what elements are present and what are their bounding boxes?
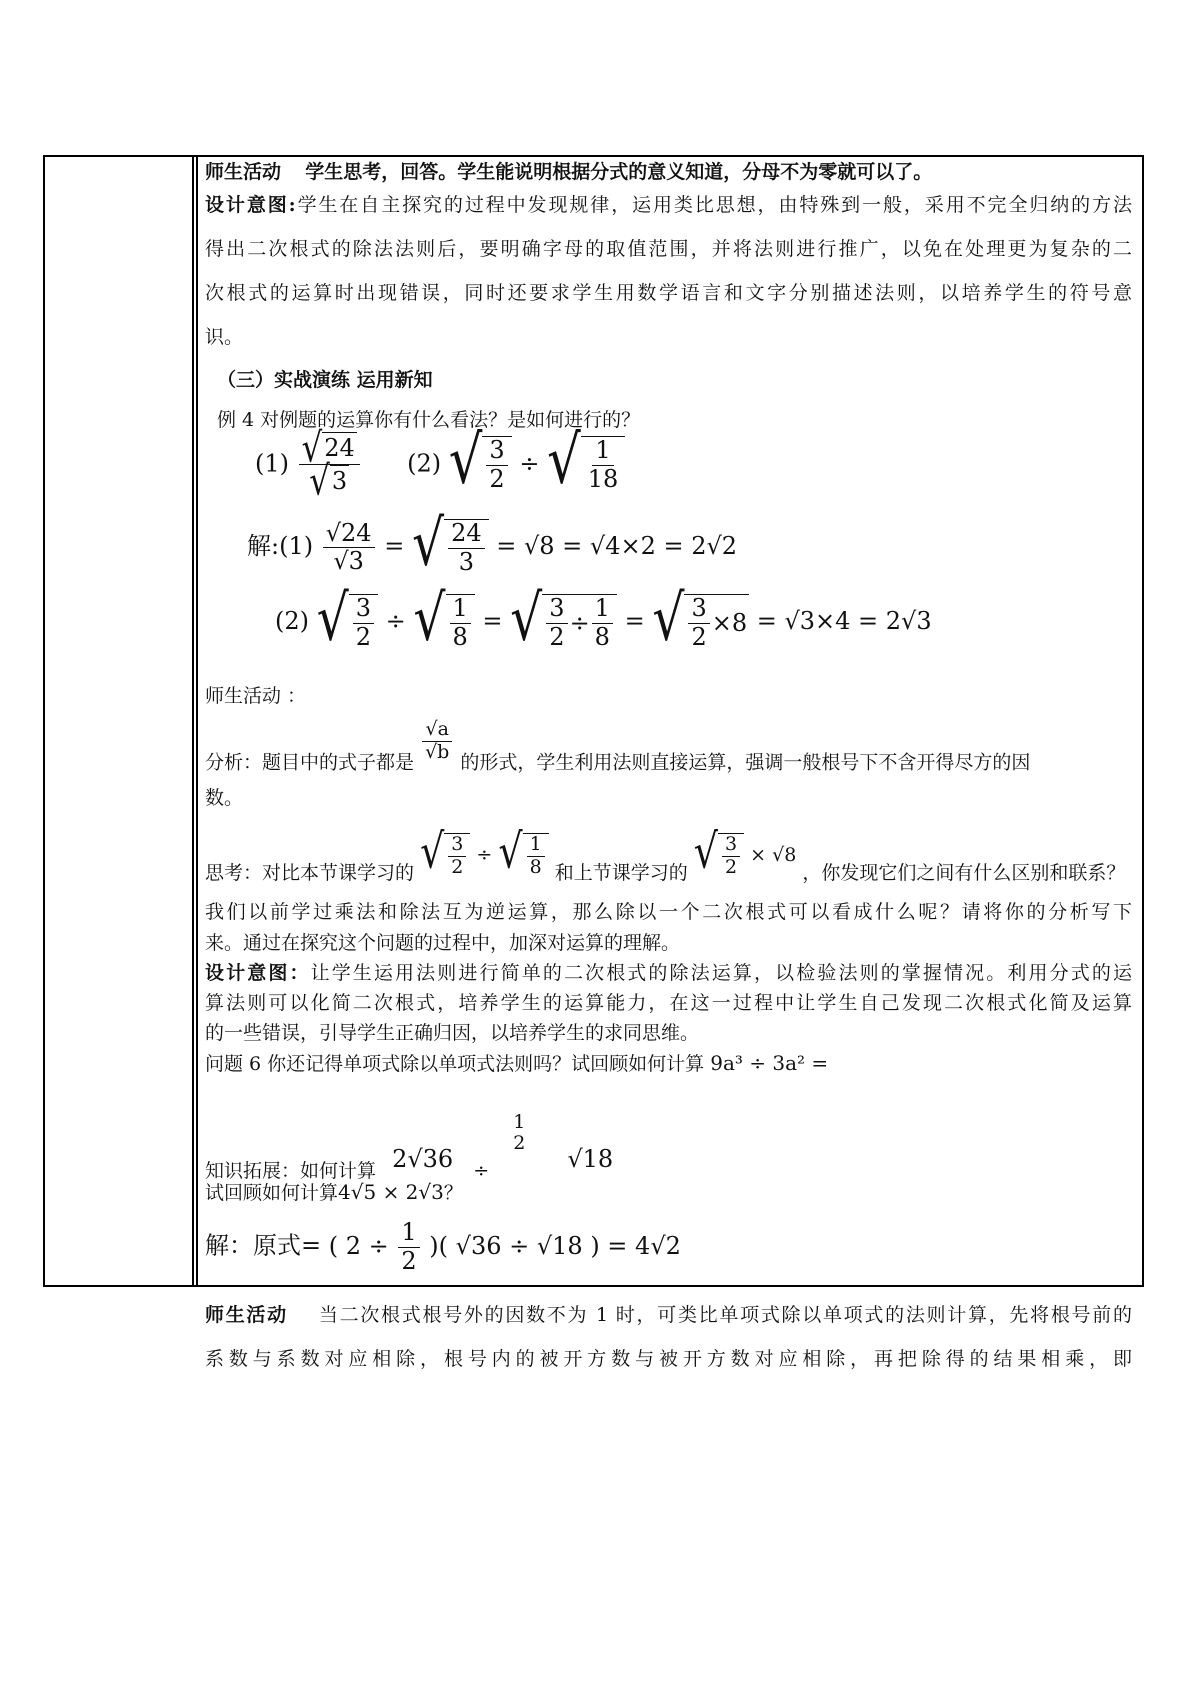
solution-1: 解:(1) $\frac{√24}{√3}$ = √ $\frac{24}{3}$ = √8 = √4×2 = 2√2: [247, 505, 738, 580]
analysis-pre: 分析：题目中的式子都是: [205, 751, 415, 774]
example-formulas: (1) √ 24 √ 3 (2) √ $\frac{3}{2}$ ÷ √ $\frac{1}{18}$: [255, 432, 625, 498]
extend-text: 知识拓展：如何计算: [205, 1159, 377, 1182]
recall-pre: 试回顾如何计算: [205, 1182, 339, 1204]
design-line: 的一些错误，引导学生正确归因，以培养学生的求同思维。: [205, 1022, 700, 1044]
design-line: 让学生运用法则进行简单的二次根式的除法运算，以检验法则的掌握情况。利用分式的运: [310, 962, 1132, 984]
analysis-post: 的形式，学生利用法则直接运算，强调一般根号下不含开得尽方的因: [460, 751, 1031, 774]
section-heading-text: （三）实战演练 运用新知: [217, 369, 433, 391]
paragraph-line: [205, 897, 1132, 924]
activity-2: 师生活动 ：: [205, 685, 307, 707]
activity-label: 师生活动: [205, 1304, 288, 1326]
paragraph-line: 我们以前学过乘法和除法互为逆运算，那么除以一个二次根式可以看成什么呢？请将你的分析写下: [205, 901, 1132, 923]
design-label: 设计意图：: [205, 962, 311, 984]
activity-text: 学生思考，回答。学生能说明根据分式的意义知道，分母不为零就可以了。: [305, 161, 933, 183]
item-number: (1): [279, 532, 314, 561]
item-number: (1): [255, 449, 289, 478]
design-line: [205, 278, 1132, 305]
design-line: 得出二次根式的除法法则后，要明确字母的取值范围，并将法则进行推广，以免在处理更为复杂的二: [205, 238, 1132, 260]
lesson-table: [43, 155, 1144, 1370]
solution-label: 解:: [247, 532, 280, 561]
analysis-line: 分析：题目中的式子都是 $\frac{√a}{√b}$ 的形式，学生利用法则直接运算，强调一般根号下不含开得尽方的因: [205, 718, 1031, 774]
numerator: 1: [592, 437, 613, 466]
design-line: 学生在自主探究的过程中发现规律，运用类比思想，由特殊到一般，采用不完全归纳的方法: [295, 194, 1132, 216]
design-intent-1: [205, 190, 1132, 217]
activity-line: [205, 1344, 1132, 1371]
denominator: 18: [587, 464, 619, 493]
paragraph-line: 来。通过在探究这个问题的过程中，加深对运算的理解。: [205, 932, 681, 954]
design-label: 设计意图:: [205, 194, 296, 216]
item-number: (2): [407, 449, 442, 478]
solution-label: 解：原式=: [205, 1231, 322, 1260]
question-6: 问题 6 你还记得单项式除以单项式法则吗？试回顾如何计算 9a³ ÷ 3a² =: [205, 1051, 829, 1075]
activity-text: 当二次根式根号外的因数不为 1 时，可类比单项式除以单项式的法则计算，先将根号前的: [318, 1304, 1132, 1326]
analysis-line-2: 数。: [205, 787, 244, 809]
design-line: [205, 234, 1132, 261]
content-cell: [205, 157, 1132, 1370]
numerator: 3: [486, 437, 507, 466]
recall-line: 试回顾如何计算4√5 × 2√3？: [205, 1180, 463, 1204]
radicand: 3: [330, 465, 349, 497]
design-intent-2: [205, 958, 1132, 985]
activity-line: [205, 157, 932, 184]
question-6-text: 问题 6 你还记得单项式除以单项式法则吗？试回顾如何计算: [205, 1053, 705, 1075]
extend-line: 知识拓展：如何计算 2√36 ÷ 1 2 √18: [205, 1111, 614, 1182]
think-pre: 思考：对比本节课学习的: [205, 861, 415, 884]
radicand: 24: [322, 432, 357, 464]
design-line: 算法则可以化简二次根式，培养学生的运算能力，在这一过程中让学生自己发现二次根式化简及运算: [205, 992, 1132, 1014]
radical: √ $\frac{1}{18}$: [547, 436, 625, 493]
design-line: 次根式的运算时出现错误，同时还要求学生用数学语言和文字分别描述法则，以培养学生的符号意: [205, 282, 1132, 304]
activity-text: 系数与系数对应相除，根号内的被开方数与被开方数对应相除，再把除得的结果相乘，即: [205, 1348, 1132, 1370]
recall-post: ？: [443, 1182, 463, 1204]
radical: √ $\frac{3}{2}$: [449, 436, 512, 493]
solution-2: (2) √ $\frac{3}{2}$ ÷ √ $\frac{1}{8}$ = √ $\frac{3}{2}$ ÷ $\frac{1}{8}$ = √ $\frac{3}{2}$ ×8 = √3×4 = 2√3: [275, 580, 932, 655]
fraction: √ 24 √ 3: [299, 432, 360, 498]
section-heading: [217, 365, 433, 392]
think-mid: 和上节课学习的: [554, 861, 688, 884]
column-divider: [196, 157, 198, 1285]
activity-label: 师生活动: [205, 161, 282, 183]
think-post: ，你发现它们之间有什么区别和联系？: [802, 861, 1126, 884]
think-line: 思考：对比本节课学习的 √ $\frac{3}{2}$ ÷ √ $\frac{1}{8}$ 和上节课学习的 √ $\frac{3}{2}$ × √8 ，你发现它们之间有什么区别和联系？: [205, 823, 1126, 884]
denominator: 2: [489, 464, 505, 493]
activity-3: [205, 1300, 1132, 1327]
solution-3: 解：原式= ( 2 ÷ $\frac{1}{2}$ )( √36 ÷ √18 ) = 4√2: [205, 1218, 681, 1275]
column-divider: [192, 157, 194, 1285]
design-line: [205, 988, 1132, 1015]
example-4: 例 4 对例题的运算你有什么看法？是如何进行的？: [217, 409, 641, 431]
item-number: (2): [275, 607, 309, 636]
design-line: 识。: [205, 326, 244, 348]
